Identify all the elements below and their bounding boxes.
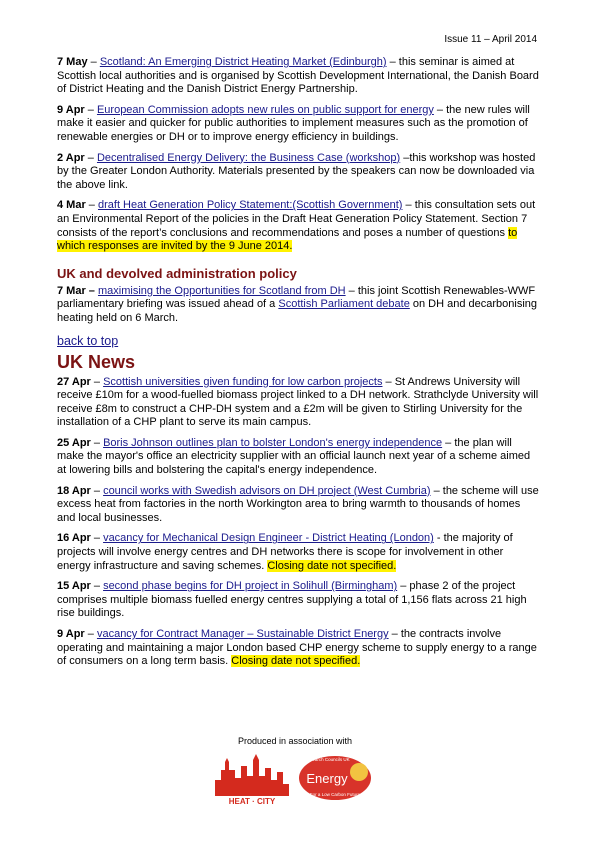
item-link[interactable]: Decentralised Energy Delivery: the Business Case (workshop) xyxy=(96,151,401,164)
item-link[interactable]: maximising the Opportunities for Scotland from DH xyxy=(97,284,346,297)
item-date: 18 Apr xyxy=(57,484,91,497)
item-text: –this workshop was hosted by the Greater London Authority. Materials presented by the speakers can now be downloaded via the above link. xyxy=(57,151,536,191)
item-link[interactable]: vacancy for Mechanical Design Engineer - District Heating (London) xyxy=(103,532,434,545)
item-link[interactable]: draft Heat Generation Policy Statement:(Scottish Government) xyxy=(97,199,403,212)
back-to-top xyxy=(57,334,539,348)
news-item: 4 Mar – draft Heat Generation Policy Statement:(Scottish Government) – this consultation sets out an Environmental Report of the policies in the Draft Heat Generation Policy Statement. Section 7 consists of the report’s conclusions and recommendations and poses a number of questions to which responses are invited by the 9 June 2014. xyxy=(57,199,536,253)
item-text: on DH and decarbonising heating held on 6 March. xyxy=(57,298,538,324)
footer xyxy=(205,736,385,806)
newsletter-content xyxy=(57,56,539,676)
item-link[interactable]: Boris Johnson outlines plan to bolster London's energy independence xyxy=(103,436,443,449)
item-text: – the plan will make the mayor's office an electricity supplier with an official launch next year of a scheme aimed at lowering bills and bolstering the capital's energy independence. xyxy=(57,436,531,477)
section-heading-uk-devolved: UK and devolved administration policy xyxy=(57,265,297,281)
item-link[interactable]: second phase begins for DH project in Solihull (Birmingham) xyxy=(103,580,398,593)
news-item: 9 Apr – European Commission adopts new rules on public support for energy – the new rules will make it easier and quicker for public authorities to implement measures such as the promotion of renewable energies or DH or to improve energy efficiency in buildings. xyxy=(57,103,530,143)
highlight-text: Closing date not specified. xyxy=(231,655,361,668)
news-item: 16 Apr – vacancy for Mechanical Design Engineer - District Heating (London) - the majority of projects will involve energy centres and DH networks there is scope for involvement in other energy infrastructure and saving schemes. Closing date not specified. xyxy=(57,532,513,572)
svg-text:For a Low Carbon Future: For a Low Carbon Future xyxy=(309,792,361,797)
partner-logos xyxy=(205,750,385,806)
news-item xyxy=(57,285,539,326)
item-date: 15 Apr xyxy=(57,580,91,593)
section-heading-uk-news: UK News xyxy=(57,351,136,372)
svg-text:Research Councils UK: Research Councils UK xyxy=(304,757,350,762)
item-link[interactable]: Scottish universities given funding for low carbon projects xyxy=(103,375,383,388)
issue-label: Issue 11 – April 2014 xyxy=(444,34,537,45)
item-link[interactable]: European Commission adopts new rules on public support for energy xyxy=(96,103,434,116)
item-link[interactable]: council works with Swedish advisors on DH project (West Cumbria) xyxy=(103,484,431,497)
news-item: 18 Apr – council works with Swedish advisors on DH project (West Cumbria) – the scheme will use excess heat from factories in the north Workington area to bring warmth to thousands of homes and local businesses. xyxy=(57,484,539,524)
item-date: 7 May xyxy=(57,56,88,68)
news-item: 27 Apr – Scottish universities given funding for low carbon projects – St Andrews University will receive £10m for a wood-fuelled biomass project linked to a DH network. Strathclyde University will receive £8m to construct a CHP-DH system and a £2m will be given to Stirling University for the installation of a CHP plant to serve its main campus. xyxy=(57,375,539,429)
item-date: 4 Mar xyxy=(57,199,86,212)
highlight-text: Closing date not specified. xyxy=(267,559,397,572)
svg-text:Energy: Energy xyxy=(306,771,348,786)
item-date: 9 Apr xyxy=(57,103,85,116)
item-date: 2 Apr xyxy=(57,151,85,164)
item-link[interactable]: vacancy for Contract Manager – Sustainable District Energy xyxy=(96,628,389,640)
news-item: 2 Apr – Decentralised Energy Delivery: the Business Case (workshop) –this workshop was hosted by the Greater London Authority. Materials presented by the speakers can now be downloaded via the above link. xyxy=(57,151,536,191)
news-item: 7 May – Scotland: An Emerging District Heating Market (Edinburgh) – this seminar is aimed at Scottish local authorities and is organised by Scottish Development International, the Danish Board of District Heating and the Danish District Energy Partnership. xyxy=(57,56,539,96)
news-item: 15 Apr – second phase begins for DH project in Solihull (Birmingham) – phase 2 of the project comprises multiple biomass fuelled energy centres supplying a total of 1,156 flats across 21 high rise buildings. xyxy=(57,580,527,620)
item-text: – the contracts involve operating and maintaining a major London based CHP energy scheme to supply energy to a range of consumers on a long term basis. xyxy=(57,628,537,668)
item-text: – phase 2 of the project comprises multiple biomass fuelled energy centres supplying a total of 1,156 flats across 21 high rise buildings. xyxy=(57,580,527,620)
item-date: 7 Mar – xyxy=(57,284,95,297)
news-item: 25 Apr – Boris Johnson outlines plan to bolster London's energy independence – the plan will make the mayor's office an electricity supplier with an official launch next year of a scheme aimed at lowering bills and bolstering the capital's energy independence. xyxy=(57,436,531,477)
svg-text:HEAT · CITY: HEAT · CITY xyxy=(228,797,276,806)
highlight-text: to which responses are invited by the 9 June 2014. xyxy=(57,226,518,253)
item-text: – this joint Scottish Renewables-WWF parliamentary briefing was issued ahead of a xyxy=(57,284,536,311)
item-text: – this seminar is aimed at Scottish local authorities and is organised by Scottish Development International, the Danish Board of District Heating and the Danish District Energy Partnership. xyxy=(57,56,539,96)
item-link-secondary[interactable]: Scottish Parliament debate xyxy=(278,298,410,311)
back-to-top-link[interactable]: back to top xyxy=(57,333,119,348)
item-date: 9 Apr xyxy=(57,628,85,640)
heat-and-the-city-logo xyxy=(213,750,291,806)
item-text: – the scheme will use excess heat from factories in the north Workington area to bring warmth to thousands of homes and local businesses. xyxy=(57,484,539,524)
item-date: 16 Apr xyxy=(57,532,91,545)
item-text: – St Andrews University will receive £10m for a wood-fuelled biomass project linked to a DH network. Strathclyde University will receive £8m to construct a CHP-DH system and a £2m will be given to Stirling University for the installation of a CHP plant to serve its main campus. xyxy=(57,375,539,429)
item-text: – the new rules will make it easier and quicker for public authorities to implement measures such as the promotion of renewable energies or DH or to improve energy efficiency in buildings. xyxy=(57,103,530,143)
news-item: 9 Apr – vacancy for Contract Manager – Sustainable District Energy – the contracts involve operating and maintaining a major London based CHP energy scheme to supply energy to a range of consumers on a long term basis. Closing date not specified. xyxy=(57,628,537,668)
item-date: 25 Apr xyxy=(57,436,91,449)
item-date: 27 Apr xyxy=(57,375,91,388)
item-text: - the majority of projects will involve energy centres and DH networks there is scope for involvement in other energy infrastructure and saving schemes. xyxy=(57,532,513,572)
item-text: – this consultation sets out an Environmental Report of the policies in the Draft Heat Generation Policy Statement. Section 7 consists of the report’s conclusions and recommendations and poses a number of questions xyxy=(57,199,536,239)
energy-programme-logo xyxy=(297,750,377,806)
item-link[interactable]: Scotland: An Emerging District Heating Market (Edinburgh) xyxy=(99,56,387,68)
produced-label: Produced in association with xyxy=(237,736,353,746)
